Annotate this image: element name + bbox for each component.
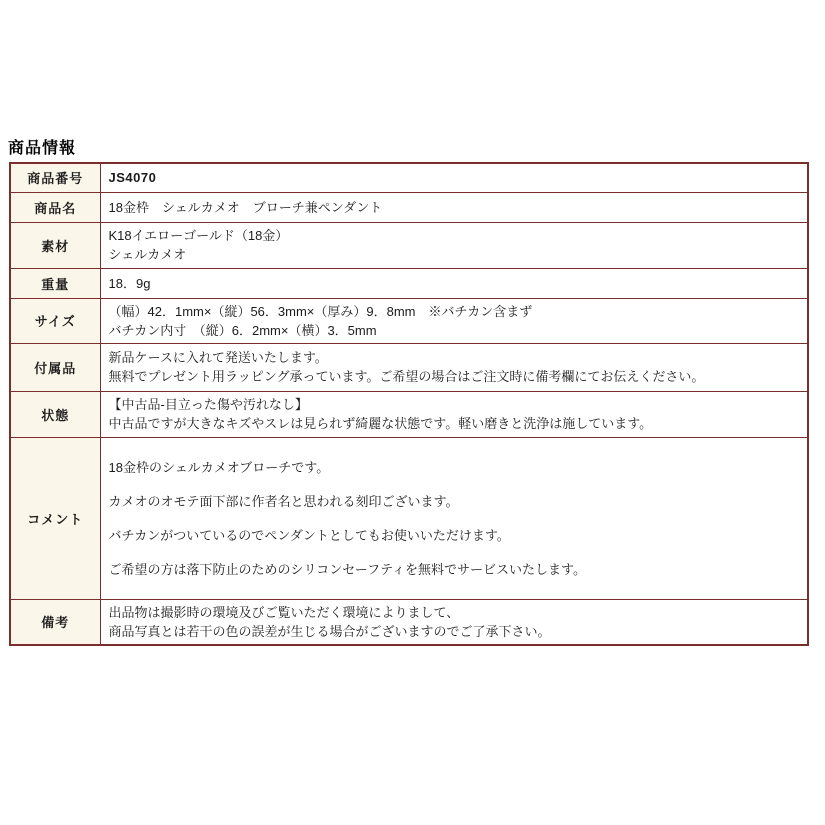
value-line: 18金枠 シェルカメオ ブローチ兼ペンダント — [108, 199, 383, 215]
table-row — [10, 599, 808, 645]
row-value — [100, 391, 808, 437]
table-row — [10, 268, 808, 298]
row-value — [100, 268, 808, 298]
table-row — [10, 343, 808, 391]
product-info-table — [9, 162, 809, 646]
row-value — [100, 298, 808, 343]
table-row — [10, 222, 808, 268]
row-value — [100, 222, 808, 268]
row-label: 備考 — [10, 599, 100, 645]
table-row — [10, 192, 808, 222]
value-line: バチカンがついているのでペンダントとしてもお使いいただけます。 — [108, 527, 510, 543]
value-line: 中古品ですが大きなキズやスレは見られず綺麗な状態です。軽い磨きと洗浄は施しています。 — [108, 416, 653, 431]
row-value — [100, 163, 808, 192]
value-line: ご希望の方は落下防止のためのシリコンセーフティを無料でサービスいたします。 — [108, 561, 586, 577]
row-label: 重量 — [10, 268, 100, 298]
value-line: （幅）42．1mm×（縦）56．3mm×（厚み）9．8mm ※バチカン含まず — [108, 303, 533, 319]
value-line: 商品写真とは若干の色の誤差が生じる場合がございますのでご了承下さい。 — [108, 623, 551, 639]
row-value — [100, 192, 808, 222]
row-label: 状態 — [10, 391, 100, 437]
row-label: 付属品 — [10, 343, 100, 391]
table-row — [10, 298, 808, 343]
value-line: バチカン内寸 （縦）6．2mm×（横）3．5mm — [108, 322, 377, 338]
row-value — [100, 437, 808, 599]
page-title: 商品情報 — [8, 140, 77, 157]
value-line: 【中古品-目立った傷や汚れなし】 — [108, 397, 308, 412]
product-info-table-body — [10, 163, 808, 645]
value-line: 無料でプレゼント用ラッピング承っています。ご希望の場合はご注文時に備考欄にてお伝えください。 — [108, 369, 705, 384]
table-row — [10, 437, 808, 599]
row-label: 素材 — [10, 222, 100, 268]
row-label: 商品名 — [10, 192, 100, 222]
row-label: コメント — [10, 437, 100, 599]
row-value — [100, 343, 808, 391]
table-row — [10, 391, 808, 437]
value-line: K18イエローゴールド（18金） — [108, 228, 289, 243]
value-line: 18．9g — [108, 275, 151, 291]
value-line: シェルカメオ — [108, 247, 187, 262]
row-label: サイズ — [10, 298, 100, 343]
value-line: 新品ケースに入れて発送いたします。 — [108, 350, 328, 365]
value-line: JS4070 — [108, 170, 157, 186]
value-line: 出品物は撮影時の環境及びご覧いただく環境によりまして、 — [108, 604, 460, 620]
row-value — [100, 599, 808, 645]
row-label: 商品番号 — [10, 163, 100, 192]
table-row — [10, 163, 808, 192]
value-line: カメオのオモテ面下部に作者名と思われる刻印ございます。 — [108, 493, 459, 509]
value-line: 18金枠のシェルカメオブローチです。 — [108, 459, 330, 475]
